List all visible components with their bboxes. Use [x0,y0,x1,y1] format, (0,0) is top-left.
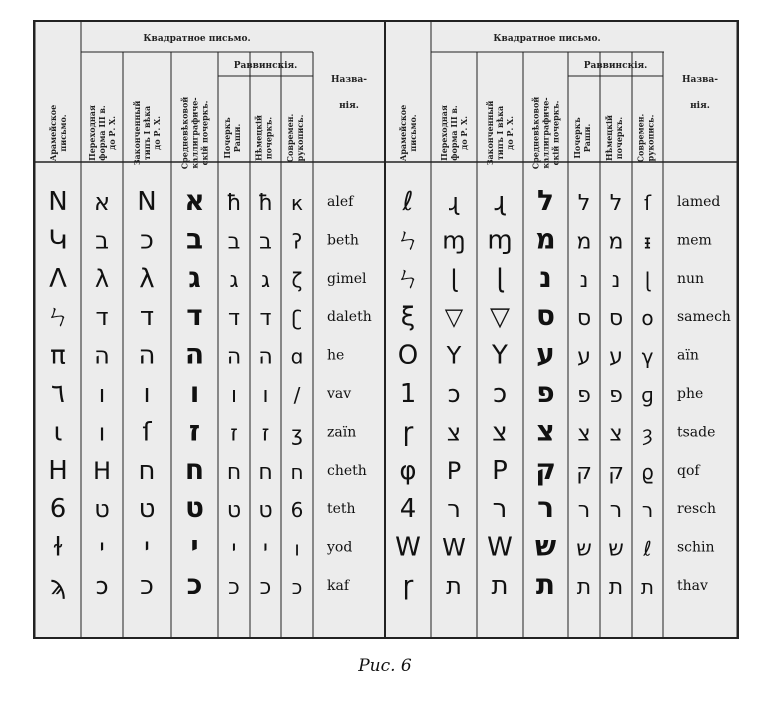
letter-glyph: ח [184,452,205,486]
letter-glyph: י [231,536,237,562]
letter-name: cheth [327,462,367,479]
table-headers [48,34,718,169]
letter-glyph: ט [184,491,205,525]
letter-glyph: פ [609,383,623,408]
letter-glyph: ſ [643,191,652,215]
letter-glyph: מ [608,229,624,255]
letter-glyph: ע [609,344,623,370]
name-header: нія. [690,101,710,111]
letter-glyph: צ [577,421,591,447]
letter-glyph: λ [139,263,155,294]
letter-glyph: Ν [137,187,157,217]
letter-glyph: Ν [48,187,68,217]
letter-glyph: ד [227,306,241,332]
letter-glyph: ש [576,536,592,562]
letter-glyph: ι [53,417,63,448]
letter-glyph: ħ [226,191,242,216]
rashi-header-line: Раши. [582,123,592,153]
medieval-header [180,97,210,170]
letter-glyph: ו [143,379,151,409]
transitional-header [87,105,117,161]
letter-glyph: ſ [142,417,152,448]
letter-glyph: ר [492,494,508,525]
letter-glyph: Y [492,340,508,371]
transitional-header-line: Переходная [87,105,97,161]
letter-name: phe [677,386,704,402]
letter-glyph: ㄣ [394,263,422,294]
rashi-header-line: Почеркъ [572,117,582,159]
letter-glyph: ח [226,459,242,485]
letter-glyph: 4 [399,494,417,525]
letter-glyph: ס [535,299,556,333]
letter-name: nun [677,270,705,287]
letter-glyph: ɻ [494,187,506,217]
letter-glyph: ɔ [492,379,508,409]
letter-glyph: ד [259,306,272,332]
letter-glyph: י [190,529,199,563]
letter-glyph: ת [535,568,556,601]
letter-glyph: ה [138,340,156,371]
letter-name: kaf [327,578,350,594]
finished-type-header [132,101,162,166]
letter-glyph: ט [94,495,110,524]
finished-type-header-line: Законченный [132,100,142,166]
letter-glyph: ת [576,575,592,600]
letter-glyph: ζ [291,267,303,292]
letter-glyph: פ [577,383,591,408]
letter-glyph: ד [139,302,155,333]
letter-glyph: W [442,533,466,562]
letter-glyph: γ [641,344,654,369]
letter-glyph: ɱ [442,226,466,255]
letter-glyph: ד [95,303,109,332]
letter-glyph: א [93,188,111,216]
letter-glyph: ▽ [444,303,464,332]
letter-glyph: W [395,532,421,563]
medieval-header [531,97,561,170]
letter-name: thav [677,578,708,594]
letter-glyph: ϡ [49,571,67,601]
letter-glyph: ט [138,494,156,525]
transitional-header-line: Переходная [439,105,449,161]
german-header-line: почеркъ. [614,116,624,160]
letter-glyph: ג [229,267,239,293]
letter-glyph: ᵻ [643,229,652,254]
letter-glyph: ס [608,306,624,332]
letter-glyph: ל [537,184,554,217]
letter-glyph: Н [48,455,68,486]
letter-glyph: כ [186,568,203,601]
letter-glyph: ט [258,498,273,524]
letter-glyph: ɫ [52,532,64,563]
medieval-header-line: Средневѣковой [530,96,541,170]
letter-glyph: ז [261,421,270,447]
letter-glyph: ס [576,306,592,332]
letter-glyph: ח [138,455,156,486]
letter-glyph: ז [230,421,238,447]
letter-glyph: ɔ [447,380,461,408]
letter-glyph: ב [185,222,204,256]
letter-glyph: ט [226,498,242,524]
letter-name: qof [677,462,700,479]
letter-name: teth [327,501,356,518]
letter-name: daleth [327,309,372,326]
letter-name: zaïn [327,424,357,441]
medieval-header-line: каллиграфиче- [540,97,551,169]
letter-glyph: ב [227,229,241,255]
letter-glyph: צ [609,421,623,447]
letter-name: tsade [677,424,716,441]
letter-glyph: 6 [290,498,304,523]
letter-name: aïn [677,347,699,364]
letter-glyph: ㄣ [394,225,422,256]
letter-glyph: φ [399,455,417,486]
medieval-header-line: скій почеркъ. [550,100,561,166]
letter-glyph: ו [262,383,269,408]
letter-name: mem [677,232,712,249]
german-header-line: почеркъ. [263,116,274,160]
letter-glyph: 1 [399,379,417,409]
modern-header-line: рукопись. [645,114,656,162]
letter-glyph: ק [576,459,592,485]
transitional-header [439,105,469,161]
finished-type-header-line: типъ I вѣка [495,105,505,161]
letter-glyph: ר [447,495,461,524]
letter-name: alef [327,194,354,210]
transitional-header-line: до Р. Х. [459,115,469,151]
letter-glyph: כ [291,575,303,599]
letter-glyph: ȝ [642,421,653,446]
name-header: нія. [339,101,359,111]
rashi-header-line: Раши. [232,123,242,153]
letter-glyph: P [446,456,462,485]
letter-glyph: Ο [397,340,419,371]
letter-glyph: ל [577,191,591,216]
letter-glyph: ɱ [487,225,513,256]
letter-glyph: כ [228,575,240,600]
aramaic-header [48,105,68,161]
letter-glyph: ℓ [402,187,414,217]
letter-glyph: ק [608,459,624,485]
letter-glyph: о [641,306,654,331]
letter-glyph: פ [536,376,555,409]
letter-glyph: ת [491,571,509,601]
letter-glyph: ו [98,418,106,447]
letter-glyph: ח [258,459,273,485]
letter-glyph: ר [609,498,623,524]
letter-glyph: ז [188,414,201,448]
aramaic-header [398,105,418,161]
letter-glyph: נ [579,267,589,293]
finished-type-header-line: типъ I вѣка [142,105,152,161]
letter-name: gimel [327,270,367,287]
letter-glyph: ה [258,344,273,370]
letter-glyph: מ [535,222,556,256]
letter-glyph: ı [294,536,300,561]
letter-glyph: ב [95,226,109,255]
alphabet-table-scan [33,20,739,639]
finished-type-header [485,101,515,166]
letter-glyph: כ [140,225,154,256]
letter-glyph: ▽ [490,302,510,333]
letter-glyph: א [184,184,205,217]
letter-glyph: ח [290,459,304,484]
letter-glyph: Λ [49,263,67,294]
letter-glyph: ɭ [496,263,504,294]
german-header-line: Нѣмецкій [604,115,614,161]
letter-name: samech [677,309,731,326]
letter-glyph: ɼ [402,571,414,601]
letter-glyph: צ [536,414,555,448]
letter-name: yod [327,539,353,556]
letter-glyph: ג [188,260,201,294]
letter-glyph: ה [94,341,110,370]
letter-glyph: ɭ [450,264,458,293]
letter-glyph: ת [446,572,462,600]
letter-glyph: כ [140,571,154,601]
name-header: Назва- [682,75,718,85]
letter-glyph: ɔ [95,572,109,600]
table-cells [45,184,731,601]
letter-glyph: ʗ [291,306,303,331]
modern-header-line: Совремeн. [285,113,295,163]
transitional-header-line: форма III в. [449,105,459,161]
rabbinic-header: Раввинскія. [583,61,648,71]
rabbinic-header: Раввинскія. [233,61,298,71]
medieval-header-line: каллиграфиче- [189,97,200,169]
aramaic-header-line: письмо. [58,114,68,152]
letter-glyph: ϱ [641,459,654,484]
letter-glyph: כ [259,575,272,600]
letter-glyph: ɡ [641,383,654,407]
modern-header-line: Совремeн. [635,113,646,163]
letter-glyph: ג [260,267,271,293]
letter-glyph: י [99,533,105,562]
letter-glyph: Կ [48,225,68,256]
letter-glyph: ㄣ [44,302,72,333]
letter-glyph: ר [641,498,654,523]
letter-glyph: ו [189,376,200,409]
letter-glyph: ɭ [644,267,651,292]
letter-glyph: Н [92,456,112,485]
letter-glyph: ר [537,491,554,525]
finished-type-header-line: до Р. Х. [505,115,515,151]
letter-glyph: ר [577,498,591,524]
letter-glyph: ה [226,344,242,370]
letter-glyph: ℓ [643,536,652,561]
square-script-header: Квадратное письмо. [493,34,601,44]
letter-name: vav [327,386,352,402]
letter-glyph: מ [576,229,592,255]
letter-glyph: י [144,532,150,563]
letter-glyph: נ [539,260,552,294]
letter-glyph: ע [536,337,555,371]
transitional-header-line: форма III в. [97,105,107,161]
letter-glyph: ה [184,337,205,371]
medieval-header-line: скій почеркъ. [199,100,210,166]
figure-caption: Рис. 6 [358,656,412,676]
letter-glyph: λ [94,264,110,293]
letter-glyph: ʒ [291,421,303,446]
aramaic-header-line: Арамейское [48,104,58,162]
letter-glyph: ל [609,191,623,216]
letter-name: lamed [677,194,721,210]
letter-name: he [327,347,345,364]
letter-glyph: ו [231,383,237,408]
letter-glyph: ע [577,344,591,370]
letter-glyph: к [290,191,304,215]
finished-type-header-line: до Р. Х. [152,115,162,151]
name-header: Назва- [331,75,367,85]
letter-glyph: ħ [257,191,274,216]
square-script-header: Квадратное письмо. [143,34,251,44]
letter-glyph: ɑ [290,344,304,369]
alphabet-table [35,22,737,637]
letter-name: resch [677,501,717,518]
aramaic-header-line: письмо. [408,114,418,152]
letter-name: schin [677,539,715,556]
letter-glyph: ד [186,299,203,333]
letter-glyph: Y [446,341,462,370]
letter-glyph: י [263,536,268,562]
letter-glyph: ɻ [449,188,459,216]
letter-glyph: ٦ [51,379,65,409]
letter-glyph: ק [535,452,556,486]
letter-glyph: π [50,340,66,371]
letter-glyph: צ [446,418,462,447]
medieval-header-line: Средневѣковой [179,96,190,170]
transitional-header-line: до Р. Х. [107,115,117,151]
letter-glyph: ξ [400,302,416,333]
finished-type-header-line: Законченный [485,100,495,166]
letter-glyph: ו [98,380,106,408]
rashi-header-line: Почеркъ [222,117,232,159]
german-header-line: Нѣмецкій [253,115,264,161]
aramaic-header-line: Арамейское [398,104,408,162]
letter-glyph: צ [492,417,508,448]
letter-glyph: נ [611,267,621,293]
letter-glyph: W [487,532,513,563]
letter-glyph: ש [534,529,557,563]
letter-glyph: ב [259,229,272,255]
letter-glyph: ש [608,536,624,562]
letter-glyph: / [293,383,301,407]
letter-name: beth [327,232,359,249]
letter-glyph: ʔ [291,229,303,254]
letter-glyph: ɼ [402,417,414,448]
modern-header-line: рукопись. [295,114,305,162]
letter-glyph: P [492,455,508,486]
letter-glyph: 6 [49,494,67,525]
letter-glyph: ת [608,575,624,600]
letter-glyph: ת [640,575,655,599]
